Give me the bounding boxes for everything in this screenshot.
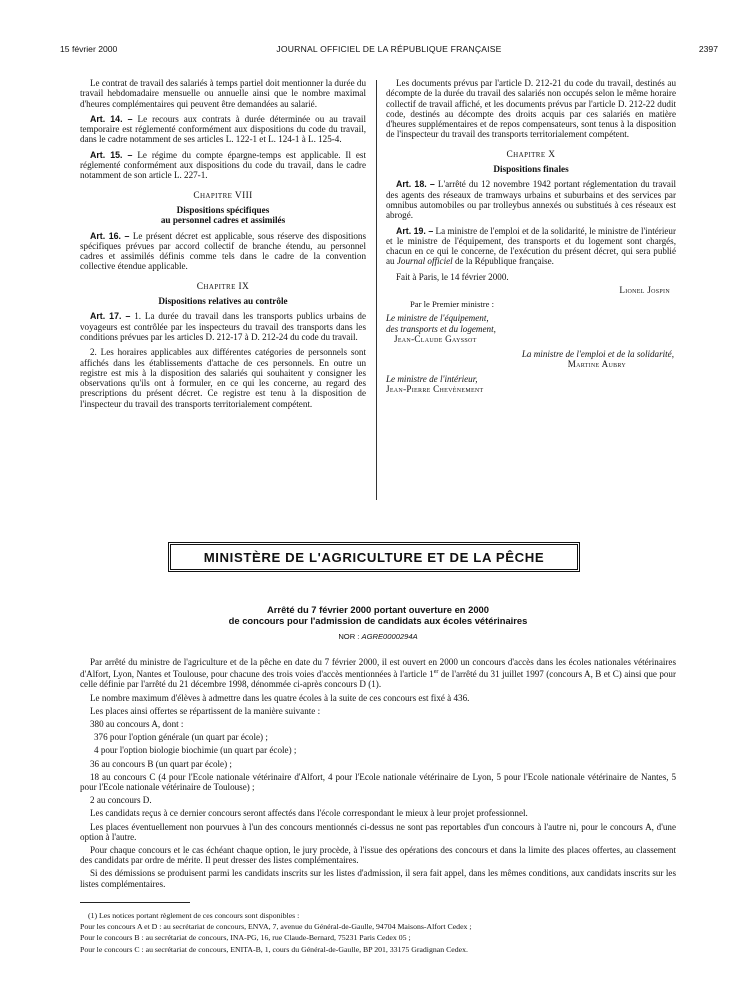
paragraph: Les candidats reçus à ce dernier concours seront affectés dans l'école correspondant le mieux à leur projet professionnel. — [90, 808, 528, 819]
paragraph: Les documents prévus par l'article D. 212-21 du code du travail, destinés au décompte de la durée du travail des salariés non occupés selon le même horaire collectif de travail affiché, et les documents prévus par l'article D. 212-22 dudit code, destinés au décompte des droits acquis par ces salariés en matière d'heures supplémentaires et de repos compensateurs, sont tenus à la disposition de l'inspecteur du travail des transports territorialement compétent. — [386, 78, 676, 140]
paragraph-text: de l'arrêté du 31 juillet 1997 (concours A, B et C) ainsi que pour celle définie par l'arrêté du 21 décembre 1998, dénommée ci-après concours D (1). — [80, 669, 676, 690]
column-divider — [376, 80, 377, 500]
minister-name: Jean-Pierre Chevènement — [386, 384, 484, 395]
footnotes — [80, 910, 676, 955]
article-label: Art. 16. – — [90, 230, 130, 241]
journal-name: Journal officiel — [396, 256, 453, 267]
footnote: Pour les concours A et D : au secrétariat de concours, ENVA, 7, avenue du Général-de-Gaulle, 94704 Maisons-Alfort Cedex ; — [80, 922, 472, 932]
paragraph: Pour chaque concours et le cas échéant chaque option, le jury procède, à l'issue des opérations des concours et dans la limite des places offertes, au classement des candidats par ordre de mérite. Il peut dresser des listes complémentaires. — [80, 845, 676, 866]
paragraph — [80, 657, 676, 690]
article-19 — [386, 226, 676, 267]
nor-label: NOR : — [338, 632, 362, 641]
chapter-heading: Chapitre VIII — [193, 190, 253, 201]
article-text: L'arrêté du 12 novembre 1942 portant réglementation du travail des agents des réseaux de tramways urbains et suburbains et des services par omnibus automobiles ou par trolleybus annexés ou substitués à ces réseaux est abrogé. — [386, 179, 676, 221]
article-label: Art. 15. – — [90, 149, 133, 160]
list-item: 36 au concours B (un quart par école) ; — [90, 758, 232, 769]
article-label: Art. 17. – — [90, 311, 131, 322]
article-14 — [80, 114, 366, 145]
article-16 — [80, 231, 366, 272]
arrete-title-line: Arrêté du 7 février 2000 portant ouverture en 2000 — [267, 604, 489, 615]
paragraph: Si des démissions se produisent parmi les candidats inscrits sur les listes d'admission, il sera fait appel, dans les mêmes conditions, aux candidats inscrits sur les listes complémentaires. — [80, 868, 676, 889]
article-label: Art. 14. – — [90, 113, 133, 124]
arrete-title-line: de concours pour l'admission de candidats aux écoles vétérinaires — [228, 615, 528, 626]
footnote-divider — [80, 902, 190, 903]
article-label: Art. 18. – — [396, 179, 435, 190]
list-item: 376 pour l'option générale (un quart par école) ; — [94, 732, 268, 743]
article-text: La ministre de l'emploi et de la solidarité, le ministre de l'intérieur et le ministre de l'équipement, des transports et du logement sont chargés, chacun en ce qui le concerne, de l'exécution du présent décret, qui sera publié au — [386, 225, 676, 267]
list-item: 2 au concours D. — [90, 795, 152, 806]
article-17 — [80, 311, 366, 342]
superscript: er — [433, 669, 439, 676]
list-item: 380 au concours A, dont : — [90, 719, 184, 730]
nor-reference — [80, 632, 676, 641]
article-text: Le régime du compte épargne-temps est applicable. Il est réglementé conformément aux dispositions du code du travail, dans le cadre notamment de son article L. 227-1. — [80, 149, 366, 181]
ministry-heading-box — [168, 542, 580, 572]
paragraph: Les places ainsi offertes se répartissent de la manière suivante : — [90, 705, 321, 716]
chapter-heading: Chapitre IX — [196, 281, 250, 292]
ministry-heading: MINISTÈRE DE L'AGRICULTURE ET DE LA PÊCHE — [203, 549, 545, 565]
right-column — [386, 78, 676, 395]
chapter-title — [80, 205, 366, 226]
minister-title: Le ministre de l'intérieur, — [386, 373, 478, 384]
footnote: Pour le concours B : au secrétariat de concours, INA-PG, 16, rue Claude-Bernard, 75231 Paris Cedex 05 ; — [80, 933, 411, 943]
article-text: Le présent décret est applicable, sous réserve des dispositions spécifiques prévues par accord collectif de branche étendu, au personnel cadres et assimilés définis comme tels dans le cadre de la convention collective étendue applicable. — [80, 230, 366, 272]
left-column — [80, 78, 366, 414]
paragraph: Le contrat de travail des salariés à temps partiel doit mentionner la durée du travail hebdomadaire mensuelle ou annuelle ainsi que le nombre maximal d'heures complémentaires qui peuvent être demandées au salarié. — [80, 78, 366, 109]
paragraph-text: Par arrêté du ministre de l'agriculture et de la pêche en date du 7 février 2000, il est ouvert en 2000 un concours d'accès dans les écoles nationales vétérinaires d'Alfort, Lyon, Nantes et Toulouse, pour chacune des trois voies d'accès mentionnées à l'article 1 — [80, 657, 676, 680]
header-date: 15 février 2000 — [60, 44, 118, 54]
header-title: JOURNAL OFFICIEL DE LA RÉPUBLIQUE FRANÇAISE — [276, 44, 502, 54]
list-item: 18 au concours C (4 pour l'Ecole nationale vétérinaire d'Alfort, 4 pour l'Ecole nationale vétérinaire de Lyon, 5 pour l'Ecole nationale vétérinaire de Nantes, 5 pour l'Ecole nationale vétérinaire de Toulouse) ; — [80, 771, 676, 793]
paragraph: 2. Les horaires applicables aux différentes catégories de personnels sont affichés dans les établissements d'attache de ces personnels. En outre un registre est mis à la disposition des salariés qui souhaitent y consigner les observations qu'ils ont à formuler, en ce qui les concerne, au regard des prescriptions du présent décret. Ce registre est tenu à la disposition de l'inspecteur du travail des transports territorialement compétent. — [80, 347, 366, 409]
minister-title: Le ministre de l'équipement, — [386, 313, 489, 324]
article-text: 1. La durée du travail dans les transports publics urbains de voyageurs est contrôlée par les inspecteurs du travail des transports dans les conditions prévues par les articles D. 212-17 à D. 212-24 du code du travail. — [80, 311, 366, 342]
chapter-title: Dispositions relatives au contrôle — [158, 296, 288, 307]
minister-name: Martine Aubry — [567, 359, 626, 370]
chapter-title-line: Dispositions spécifiques — [176, 204, 270, 215]
header-page-number: 2397 — [698, 44, 718, 54]
chapter-heading: Chapitre X — [506, 149, 556, 160]
chapter-title-line: au personnel cadres et assimilés — [160, 215, 286, 226]
signatures — [386, 272, 676, 395]
list-item: 4 pour l'option biologie biochimie (un quart par école) ; — [94, 745, 297, 756]
chapter-title: Dispositions finales — [493, 164, 569, 175]
minister-title: des transports et du logement, — [386, 323, 496, 334]
footnote: (1) Les notices portant règlement de ces concours sont disponibles : — [88, 911, 300, 920]
arrete-title — [80, 604, 676, 626]
minister-title: La ministre de l'emploi et de la solidarité, — [521, 348, 674, 359]
article-text: Le recours aux contrats à durée déterminée ou au travail temporaire est réglementé conformément aux dispositions du code du travail, dans le cadre notamment de ses articles L. 122-1 et L. 124-1 à L. 125-4. — [80, 113, 366, 145]
paragraph: Les places éventuellement non pourvues à l'un des concours mentionnés ci-dessus ne sont pas reportables d'un concours à l'autre ni, pour le concours A, d'une option à l'autre. — [80, 821, 676, 842]
minister-name: Jean-Claude Gayssot — [394, 334, 477, 345]
footnote: Pour le concours C : au secrétariat de concours, ENITA-B, 1, cours du Général-de-Gaulle, BP 201, 33175 Gradignan Cedex. — [80, 944, 468, 954]
arrete-body — [80, 657, 676, 892]
pm-name: Lionel Jospin — [619, 285, 670, 296]
article-15 — [80, 150, 366, 181]
article-text-end: de la République française. — [452, 256, 554, 267]
paragraph: Le nombre maximum d'élèves à admettre dans les quatre écoles à la suite de ces concours est fixé à 436. — [90, 692, 470, 703]
article-18 — [386, 179, 676, 220]
done-at: Fait à Paris, le 14 février 2000. — [396, 271, 509, 282]
page-header — [60, 44, 718, 58]
article-label: Art. 19. – — [396, 225, 434, 236]
by-pm: Par le Premier ministre : — [410, 298, 495, 309]
nor-value: AGRE0000294A — [361, 632, 418, 641]
